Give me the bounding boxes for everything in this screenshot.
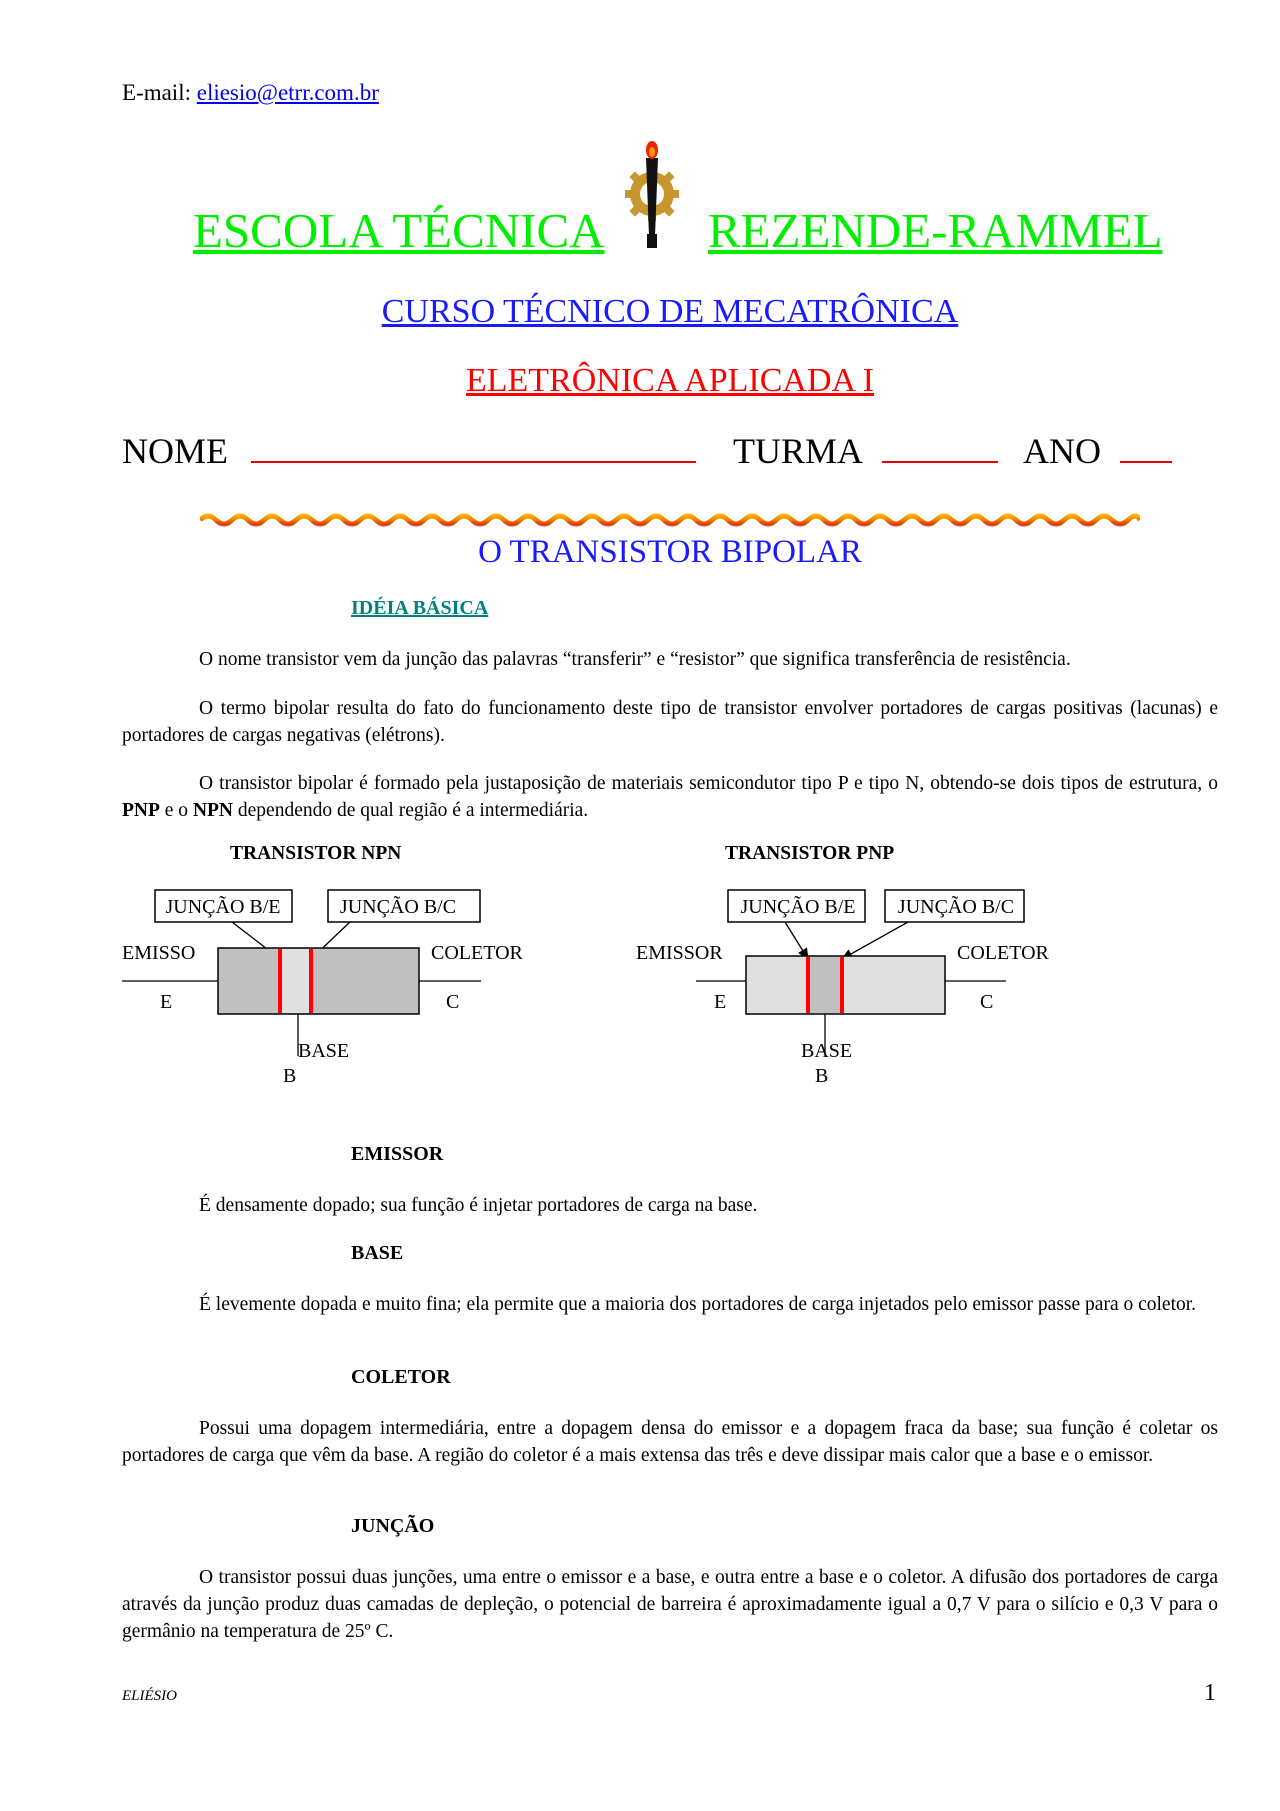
npn-base-region — [280, 949, 311, 1013]
subject-title: ELETRÔNICA APLICADA I — [466, 362, 874, 399]
idea-heading: IDÉIA BÁSICA — [351, 597, 489, 619]
school-logo-torch-gear-icon — [617, 136, 687, 254]
email-label: E-mail: — [122, 80, 191, 105]
pnp-term: PNP — [122, 800, 160, 821]
ano-blank[interactable] — [1120, 431, 1172, 463]
transistor-diagrams — [0, 870, 1280, 1100]
pnp-junction-be-label: JUNÇÃO B/E — [740, 896, 856, 918]
juncao-heading: JUNÇÃO — [351, 1515, 435, 1537]
pnp-body — [746, 956, 945, 1014]
section-title: O TRANSISTOR BIPOLAR — [478, 534, 862, 570]
ano-label: ANO — [1023, 431, 1102, 471]
paragraph-2: O termo bipolar resulta do fato do funcionamento deste tipo de transistor envolver portadores de cargas positivas (lacunas) e portadores de cargas negativas (elétrons). — [122, 698, 1218, 746]
npn-junction-bc-label: JUNÇÃO B/C — [339, 896, 457, 918]
npn-collector-label: COLETOR — [431, 942, 523, 964]
pnp-c-label: C — [980, 991, 994, 1013]
npn-term: NPN — [192, 800, 234, 821]
emissor-heading: EMISSOR — [351, 1143, 444, 1165]
coletor-text: Possui uma dopagem intermediária, entre a dopagem densa do emissor e a dopagem fraca da base; sua função é coletar os portadores de carga que vêm da base. A região do coletor é a mais extensa das três e deve dissipar mais calor que a base e o emissor. — [122, 1418, 1218, 1466]
npn-e-label: E — [160, 991, 173, 1013]
turma-blank[interactable] — [882, 431, 998, 463]
paragraph-3-part-a: O transistor bipolar é formado pela justaposição de materiais semicondutor tipo P e tipo N, obtendo-se dois tipos de estrutura, o — [199, 773, 1218, 794]
npn-diagram-title: TRANSISTOR NPN — [230, 843, 402, 864]
turma-label: TURMA — [733, 431, 862, 471]
juncao-text: O transistor possui duas junções, uma entre o emissor e a base, e outra entre a base e o coletor. A difusão dos portadores de carga através da junção produz duas camadas de depleção, o potencial de barreira é aproximadamente igual a 0,7 V para o silício e 0,3 V para o germânio na temperatura de 25º C. — [122, 1567, 1218, 1642]
emissor-text: É densamente dopado; sua função é injetar portadores de carga na base. — [199, 1195, 758, 1216]
pnp-junction-bc-label: JUNÇÃO B/C — [897, 896, 1015, 918]
npn-body — [218, 948, 419, 1014]
school-name-left: ESCOLA TÉCNICA — [193, 203, 605, 258]
page-number: 1 — [1204, 1680, 1216, 1706]
decorative-wave-divider — [200, 508, 1140, 532]
name-label: NOME — [122, 431, 228, 471]
pnp-b-label: B — [815, 1065, 829, 1087]
base-text: É levemente dopada e muito fina; ela permite que a maioria dos portadores de carga injetados pelo emissor passe para o coletor. — [199, 1294, 1197, 1315]
npn-c-label: C — [446, 991, 460, 1013]
pnp-collector-label: COLETOR — [957, 942, 1049, 964]
course-title: CURSO TÉCNICO DE MECATRÔNICA — [381, 293, 959, 330]
name-blank[interactable] — [251, 431, 696, 463]
pnp-e-label: E — [714, 991, 727, 1013]
paragraph-1: O nome transistor vem da junção das palavras “transferir” e “resistor” que significa transferência de resistência. — [199, 649, 1071, 670]
base-heading: BASE — [351, 1242, 404, 1264]
npn-base-label: BASE — [298, 1040, 350, 1062]
school-name-right: REZENDE-RAMMEL — [708, 203, 1163, 258]
npn-junction-be-label: JUNÇÃO B/E — [165, 896, 281, 918]
email-link[interactable]: eliesio@etrr.com.br — [196, 80, 379, 105]
email-line — [122, 80, 379, 106]
paragraph-3 — [122, 770, 1218, 824]
paragraph-3-part-b: e o — [159, 800, 193, 821]
coletor-heading: COLETOR — [351, 1366, 451, 1388]
pnp-base-region — [808, 957, 842, 1013]
pnp-diagram-title: TRANSISTOR PNP — [725, 843, 895, 864]
pnp-base-label: BASE — [801, 1040, 853, 1062]
footer-author: ELIÉSIO — [122, 1688, 177, 1704]
npn-emitter-label: EMISSO — [122, 942, 196, 964]
student-info-line — [122, 430, 1172, 472]
pnp-diagram — [636, 890, 1050, 1087]
pnp-emitter-label: EMISSOR — [636, 942, 723, 964]
npn-b-label: B — [283, 1065, 297, 1087]
npn-diagram — [122, 890, 524, 1087]
paragraph-3-part-c: dependendo de qual região é a intermediária. — [233, 800, 589, 821]
